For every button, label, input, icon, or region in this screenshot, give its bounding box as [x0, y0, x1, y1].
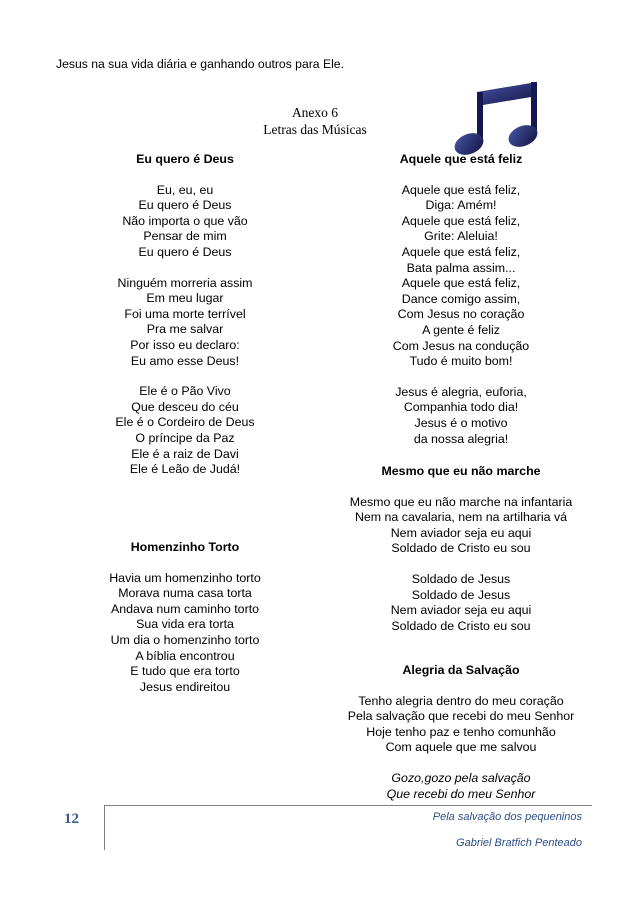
- song-title: Homenzinho Torto: [130, 540, 240, 554]
- left-column: [95, 152, 275, 712]
- lyric-line: Companhia todo dia!: [403, 400, 519, 415]
- lyric-line: Aquele que está feliz,: [401, 244, 521, 259]
- lyric-line: Mesmo que eu não marche na infantaria: [349, 494, 573, 509]
- lyric-line: Por isso eu declaro:: [130, 337, 240, 352]
- song-alegria-da-salvacao: [330, 663, 592, 802]
- lyric-line: Ele é Leão de Judá!: [129, 462, 241, 477]
- song-aquele-que-esta-feliz: [330, 152, 592, 447]
- stanza: [95, 571, 275, 696]
- lyric-line: Ele é a raiz de Davi: [131, 446, 239, 461]
- lyric-line: Nem aviador seja eu aqui: [390, 525, 532, 540]
- stanza: [330, 694, 592, 756]
- lyric-line: Soldado de Jesus: [411, 571, 511, 586]
- lyric-line: Dance comigo assim,: [401, 291, 521, 306]
- song-title: Eu quero é Deus: [136, 152, 234, 166]
- lyric-line: Eu, eu, eu: [156, 182, 214, 197]
- lyric-line: Nem aviador seja eu aqui: [390, 603, 532, 618]
- lyric-line: Pensar de mim: [143, 229, 227, 244]
- annex-heading: [240, 104, 390, 138]
- lyric-line: E tudo que era torto: [130, 664, 240, 679]
- lyric-line: Diga: Amém!: [425, 198, 497, 213]
- stanza: [330, 183, 592, 370]
- lyric-line: Eu quero é Deus: [138, 244, 232, 259]
- footer-vertical-divider: [104, 805, 105, 850]
- lyric-line: Soldado de Cristo eu sou: [391, 541, 531, 556]
- lyric-line: Que recebi do meu Senhor: [386, 786, 536, 801]
- footer-divider: [104, 805, 592, 806]
- lyric-line: Foi uma morte terrível: [124, 306, 246, 321]
- lyric-line: Hoje tenho paz e tenho comunhão: [366, 724, 556, 739]
- lyric-line: Aquele que está feliz,: [401, 213, 521, 228]
- song-homenzinho-torto: [95, 540, 275, 695]
- lyric-line: A gente é feliz: [422, 322, 500, 337]
- lyric-line: Jesus é alegria, euforia,: [395, 384, 527, 399]
- lyric-line: Aquele que está feliz,: [401, 182, 521, 197]
- song-title: Alegria da Salvação: [402, 663, 520, 677]
- lyric-line: Pra me salvar: [146, 322, 224, 337]
- lyric-line: Andava num caminho torto: [110, 601, 260, 616]
- lyric-line: A bíblia encontrou: [135, 648, 235, 663]
- song-mesmo-que-eu-nao-marche: [330, 464, 592, 634]
- stanza: [330, 495, 592, 557]
- lyric-line: Jesus endireitou: [139, 679, 231, 694]
- lyric-line: da nossa alegria!: [413, 431, 509, 446]
- lyric-line: Tudo é muito bom!: [409, 354, 513, 369]
- footer-book-title: Pela salvação dos pequeninos: [432, 811, 582, 823]
- intro-line: Jesus na sua vida diária e ganhando outros para Ele.: [56, 57, 344, 71]
- footer-author: Gabriel Bratfich Penteado: [456, 837, 582, 849]
- lyric-line: Morava numa casa torta: [118, 586, 252, 601]
- lyric-line: Ele é o Pão Vivo: [139, 384, 231, 399]
- stanza: [95, 384, 275, 478]
- song-eu-quero-e-deus: [95, 152, 275, 478]
- lyric-line: Não importa o que vão: [122, 213, 248, 228]
- lyric-line: Ninguém morreria assim: [117, 275, 253, 290]
- lyric-line: Nem na cavalaria, nem na artilharia vá: [354, 510, 568, 525]
- lyric-line: Sua vida era torta: [136, 617, 234, 632]
- lyric-line: Tenho alegria dentro do meu coração: [358, 693, 564, 708]
- lyric-line: Com Jesus na condução: [392, 338, 530, 353]
- music-notes-icon: [447, 78, 543, 160]
- lyric-line: Grite: Aleluia!: [424, 229, 498, 244]
- lyric-line: Que desceu do céu: [131, 399, 239, 414]
- lyric-line: Soldado de Jesus: [411, 587, 511, 602]
- song-title: Mesmo que eu não marche: [381, 464, 541, 478]
- lyric-line: Soldado de Cristo eu sou: [391, 618, 531, 633]
- song-title: Aquele que está feliz: [399, 152, 523, 166]
- lyric-line: Um dia o homenzinho torto: [110, 632, 260, 647]
- right-column: [330, 152, 592, 802]
- stanza: [95, 276, 275, 370]
- lyric-line: Jesus é o motivo: [414, 415, 508, 430]
- stanza: [330, 572, 592, 634]
- lyric-line: Ele é o Cordeiro de Deus: [115, 415, 255, 430]
- lyric-line: Aquele que está feliz,: [401, 276, 521, 291]
- italic-stanza: [330, 771, 592, 802]
- lyric-line: Gozo,gozo pela salvação: [391, 770, 531, 785]
- lyric-line: Eu amo esse Deus!: [130, 353, 240, 368]
- lyric-line: Pela salvação que recebi do meu Senhor: [347, 709, 575, 724]
- page-number: 12: [64, 811, 79, 827]
- stanza: [330, 385, 592, 447]
- stanza: [95, 183, 275, 261]
- annex-title: Anexo 6: [291, 105, 339, 120]
- annex-subtitle: Letras das Músicas: [263, 122, 367, 137]
- lyric-line: Com aquele que me salvou: [385, 740, 537, 755]
- lyric-line: Bata palma assim...: [406, 260, 516, 275]
- lyric-line: Havia um homenzinho torto: [109, 570, 261, 585]
- lyric-line: O príncipe da Paz: [135, 430, 235, 445]
- lyric-line: Em meu lugar: [146, 291, 224, 306]
- lyric-line: Com Jesus no coração: [397, 307, 525, 322]
- lyric-line: Eu quero é Deus: [138, 198, 232, 213]
